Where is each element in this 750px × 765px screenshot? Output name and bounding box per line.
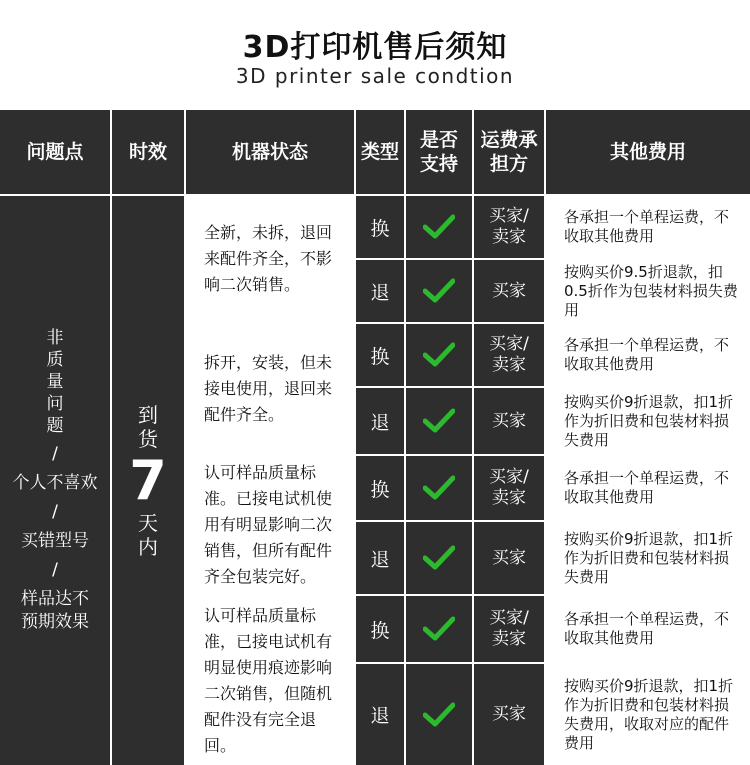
machine-state-cell: 认可样品质量标准。已接电试机使用有明显影响二次销售，但所有配件齐全包装完好。 (186, 456, 354, 594)
issue-line: 买错型号 (21, 531, 89, 551)
machine-state-cell: 全新，未拆，退回来配件齐全，不影响二次销售。 (186, 196, 354, 322)
after-sale-table (0, 110, 750, 765)
type-cell: 退 (356, 522, 404, 594)
checkmark-icon (423, 702, 455, 728)
support-cell (406, 196, 472, 258)
shipping-payer-cell: 买家 (474, 522, 544, 594)
header-other-fees: 其他费用 (546, 110, 750, 194)
support-cell (406, 522, 472, 594)
shipping-payer-cell: 买家 (474, 388, 544, 454)
issue-line: 预期效果 (21, 612, 89, 632)
checkmark-icon (423, 616, 455, 642)
issue-vertical-text: 非质量问题 (46, 328, 64, 436)
support-cell (406, 664, 472, 765)
shipping-payer-cell: 买家/卖家 (474, 456, 544, 520)
type-cell: 换 (356, 596, 404, 662)
other-fees-cell: 各承担一个单程运费，不收取其他费用 (546, 324, 750, 386)
machine-state-cell: 认可样品质量标准，已接电试机有明显使用痕迹影响二次销售，但随机配件没有完全退回。 (186, 596, 354, 765)
validity-top: 到货 (138, 402, 158, 451)
validity-bottom: 天内 (138, 510, 158, 559)
header-issue: 问题点 (0, 110, 110, 194)
other-fees-cell: 按购买价9折退款，扣1折作为折旧费和包装材料损失费用，收取对应的配件费用 (546, 664, 750, 765)
type-cell: 退 (356, 388, 404, 454)
checkmark-icon (423, 278, 455, 304)
issue-separator: / (52, 560, 58, 580)
support-cell (406, 456, 472, 520)
header-supported: 是否支持 (406, 110, 472, 194)
issue-line: 样品达不 (21, 589, 89, 609)
other-fees-cell: 各承担一个单程运费，不收取其他费用 (546, 456, 750, 520)
other-fees-cell: 按购买价9折退款，扣1折作为折旧费和包装材料损失费用 (546, 388, 750, 454)
type-cell: 退 (356, 664, 404, 765)
type-cell: 换 (356, 324, 404, 386)
support-cell (406, 324, 472, 386)
issue-cell (0, 196, 110, 765)
checkmark-icon (423, 214, 455, 240)
shipping-payer-cell: 买家 (474, 664, 544, 765)
issue-separator: / (52, 444, 58, 464)
support-cell (406, 596, 472, 662)
other-fees-cell: 按购买价9折退款，扣1折作为折旧费和包装材料损失费用 (546, 522, 750, 594)
other-fees-cell: 按购买价9.5折退款，扣0.5折作为包装材料损失费用 (546, 260, 750, 322)
type-cell: 退 (356, 260, 404, 322)
shipping-payer-cell: 买家 (474, 260, 544, 322)
checkmark-icon (423, 408, 455, 434)
page-title: 3D打印机售后须知 (242, 30, 508, 65)
type-cell: 换 (356, 196, 404, 258)
issue-separator: / (52, 502, 58, 522)
validity-days: 7 (129, 448, 167, 512)
checkmark-icon (423, 475, 455, 501)
support-cell (406, 388, 472, 454)
shipping-payer-cell: 买家/卖家 (474, 596, 544, 662)
page-subtitle: 3D printer sale condtion (235, 64, 515, 88)
machine-state-cell: 拆开，安装，但未接电使用，退回来配件齐全。 (186, 324, 354, 454)
header-validity: 时效 (112, 110, 184, 194)
shipping-payer-cell: 买家/卖家 (474, 196, 544, 258)
validity-cell (112, 196, 184, 765)
issue-line: 个人不喜欢 (12, 473, 98, 493)
header-machine-state: 机器状态 (186, 110, 354, 194)
shipping-payer-cell: 买家/卖家 (474, 324, 544, 386)
header-type: 类型 (356, 110, 404, 194)
checkmark-icon (423, 342, 455, 368)
header-shipping: 运费承担方 (474, 110, 544, 194)
checkmark-icon (423, 545, 455, 571)
support-cell (406, 260, 472, 322)
type-cell: 换 (356, 456, 404, 520)
other-fees-cell: 各承担一个单程运费，不收取其他费用 (546, 196, 750, 258)
other-fees-cell: 各承担一个单程运费，不收取其他费用 (546, 596, 750, 662)
